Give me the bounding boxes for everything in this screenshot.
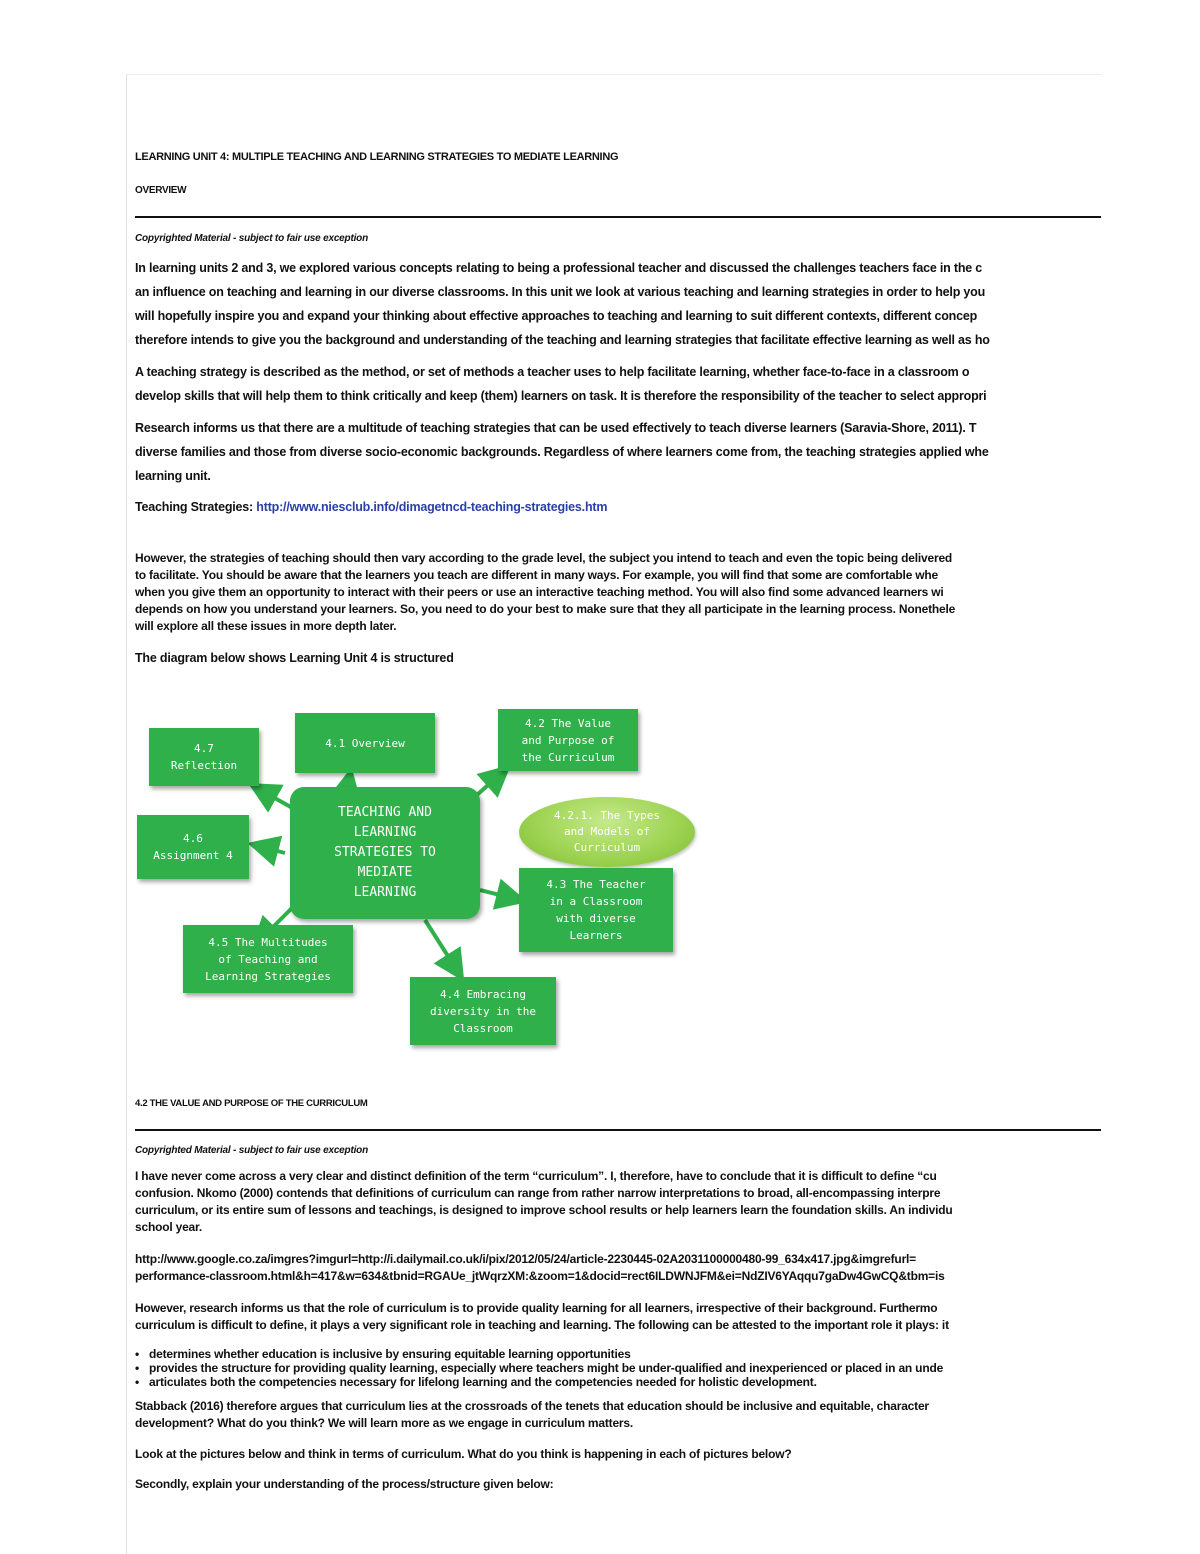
paragraph-line: school year. — [135, 1220, 202, 1234]
paragraph-line: However, research informs us that the role of curriculum is to provide quality learning for all learners, irrespective of their background. Furthermo — [135, 1301, 938, 1315]
paragraph-line: curriculum, or its entire sum of lessons and teachings, is designed to improve school results or help learners learn the foundation skills. An individu — [135, 1203, 953, 1217]
role-bullet-list — [135, 1347, 943, 1389]
teaching-strategies-label: Teaching Strategies: — [135, 500, 257, 514]
section-rule — [135, 1129, 1101, 1131]
paragraph-line: will hopefully inspire you and expand your thinking about effective approaches to teaching and learning to suit different contexts, different concep — [135, 309, 978, 323]
paragraph-line: I have never come across a very clear and distinct definition of the term “curriculum”. I, therefore, have to conclude that it is difficult to define “cu — [135, 1169, 937, 1183]
list-item: • articulates both the competencies necessary for lifelong learning and the competencies needed for holistic development. — [135, 1375, 817, 1389]
paragraph-line: development? What do you think? We will learn more as we engage in curriculum matters. — [135, 1416, 634, 1430]
paragraph-line: Stabback (2016) therefore argues that curriculum lies at the crossroads of the tenets that education should be inclusive and equitable, character — [135, 1399, 929, 1413]
paragraph-line: develop skills that will help them to think critically and keep (them) learners on task. It is therefore the responsibility of the teacher to select appropri — [135, 389, 987, 403]
node-teaching-strategies: 4.5 The Multitudes of Teaching and Learning Strategies — [183, 925, 353, 993]
arrow-to-assignment — [255, 845, 285, 853]
paragraph-line: curriculum is difficult to define, it plays a very significant role in teaching and learning. The following can be attested to the important role it plays: it — [135, 1318, 949, 1332]
section-heading: 4.2 THE VALUE AND PURPOSE OF THE CURRICULUM — [135, 1098, 368, 1109]
paragraph-line: Research informs us that there are a multitude of teaching strategies that can be used effectively to teach diverse learners (Saravia-Shore, 2011). T — [135, 421, 977, 435]
teaching-strategies-line — [135, 500, 607, 514]
paragraph-line: A teaching strategy is described as the method, or set of methods a teacher uses to help facilitate learning, whether face-to-face in a classroom o — [135, 365, 970, 379]
url-line: http://www.google.co.za/imgres?imgurl=http://i.dailymail.co.uk/i/pix/2012/05/24/article-2230445-02A2031100000480-99_634x417.jpg&imgrefurl= — [135, 1252, 916, 1266]
copyright-note: Copyrighted Material - subject to fair use exception — [135, 1145, 368, 1156]
list-item: • provides the structure for providing quality learning, especially where teachers might be under-qualified and inexperienced or placed in an unde — [135, 1361, 944, 1375]
arrow-to-teacher — [480, 890, 520, 900]
paragraph-line: to facilitate. You should be aware that the learners you teach are different in many ways. For example, you will find that some are comfortable whe — [135, 568, 939, 582]
paragraph-line: Look at the pictures below and think in terms of curriculum. What do you think is happening in each of pictures below? — [135, 1447, 792, 1461]
node-curriculum-types: 4.2.1. The Types and Models of Curriculum — [519, 797, 695, 867]
arrow-to-diversity — [425, 920, 460, 975]
node-overview: 4.1 Overview — [295, 713, 435, 773]
paragraph-line: Secondly, explain your understanding of the process/structure given below: — [135, 1477, 554, 1491]
paragraph-line: However, the strategies of teaching should then vary according to the grade level, the subject you intend to teach and even the topic being delivered — [135, 551, 953, 565]
paragraph-line: confusion. Nkomo (2000) contends that definitions of curriculum can range from rather narrow interpretations to broad, all-encompassing interpre — [135, 1186, 941, 1200]
paragraph-line: an influence on teaching and learning in our diverse classrooms. In this unit we look at various teaching and learning strategies in order to help you — [135, 285, 986, 299]
paragraph-line: diverse families and those from diverse socio-economic backgrounds. Regardless of where learners come from, the teaching strategies applied whe — [135, 445, 989, 459]
paragraph-line: therefore intends to give you the background and understanding of the teaching and learning strategies that facilitate effective learning as well as ho — [135, 333, 990, 347]
structure-diagram — [135, 675, 735, 1075]
paragraph-line: when you give them an opportunity to interact with their peers or use an interactive teaching method. You will also find some advanced learners wi — [135, 585, 944, 599]
paragraph-line: In learning units 2 and 3, we explored various concepts relating to being a professional teacher and discussed the challenges teachers face in the c — [135, 261, 983, 275]
node-diversity: 4.4 Embracing diversity in the Classroom — [410, 977, 556, 1045]
paragraph-line: learning unit. — [135, 469, 211, 483]
copyright-note: Copyrighted Material - subject to fair use exception — [135, 233, 368, 244]
document-page — [126, 74, 1101, 1554]
node-curriculum-value: 4.2 The Value and Purpose of the Curriculum — [498, 709, 638, 771]
paragraph-line: depends on how you understand your learners. So, you need to do your best to make sure that they all participate in the learning process. Nonethele — [135, 602, 956, 616]
list-item: • determines whether education is inclusive by ensuring equitable learning opportunities — [135, 1347, 631, 1361]
node-center-topic: TEACHING AND LEARNING STRATEGIES TO MEDIATE LEARNING — [290, 787, 480, 919]
paragraph-line: will explore all these issues in more depth later. — [135, 619, 397, 633]
diagram-intro: The diagram below shows Learning Unit 4 is structured — [135, 651, 454, 665]
node-teacher-classroom: 4.3 The Teacher in a Classroom with diverse Learners — [519, 868, 673, 952]
section-rule — [135, 216, 1101, 218]
teaching-strategies-link[interactable]: http://www.niesclub.info/dimagetncd-teaching-strategies.htm — [256, 500, 608, 514]
node-assignment: 4.6 Assignment 4 — [137, 815, 249, 879]
url-line: performance-classroom.html&h=417&w=634&tbnid=RGAUe_jtWqrzXM:&zoom=1&docid=rect6ILDWNJFM&ei=NdZIV6YAqqu7gaDw4GwCQ&tbm=is — [135, 1269, 945, 1283]
overview-heading: OVERVIEW — [135, 185, 187, 196]
node-reflection: 4.7 Reflection — [149, 728, 259, 786]
unit-title: LEARNING UNIT 4: MULTIPLE TEACHING AND LEARNING STRATEGIES TO MEDIATE LEARNING — [135, 151, 619, 163]
